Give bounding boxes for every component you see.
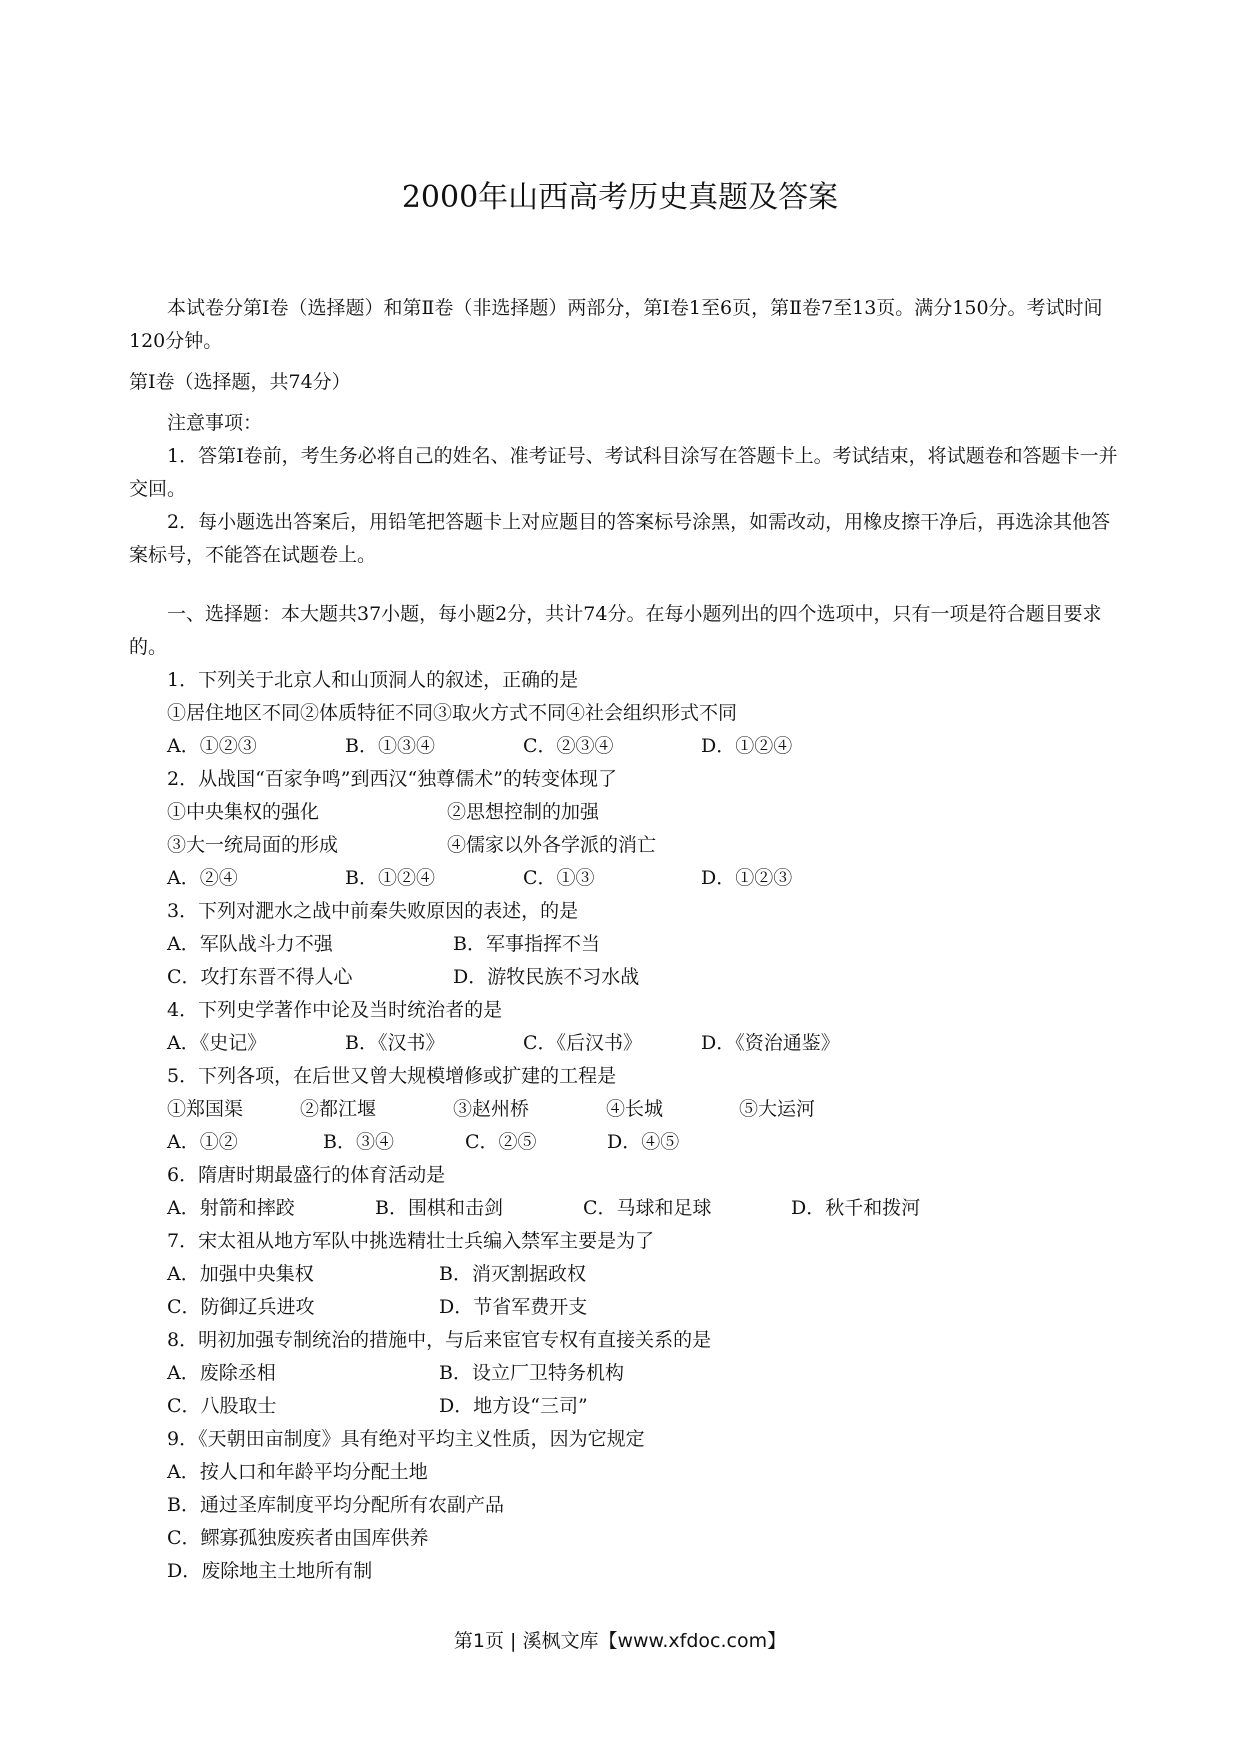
exam-content <box>129 292 1119 1588</box>
option-row <box>129 961 1119 994</box>
item: ①郑国渠 <box>167 1098 244 1120</box>
question-stem: 5．下列各项，在后世又曾大规模增修或扩建的工程是 <box>167 1065 617 1087</box>
option-c: C．②⑤ <box>465 1131 537 1153</box>
option-c: C．攻打东晋不得人心 <box>167 966 353 988</box>
option-b: B．①③④ <box>345 735 435 757</box>
option-b: B．消灭割据政权 <box>439 1263 586 1285</box>
page-footer: 第1页 | 溪枫文库【www.xfdoc.com】 <box>453 1630 787 1652</box>
option-row <box>129 1258 1119 1291</box>
option-c: C．①③ <box>523 867 595 889</box>
part-heading: 第Ⅰ卷（选择题，共74分） <box>129 371 351 393</box>
item-row <box>129 1093 1119 1126</box>
option-a: A．加强中央集权 <box>167 1263 314 1285</box>
option-row <box>129 1291 1119 1324</box>
option-c: C．鳏寡孤独废疾者由国库供养 <box>167 1527 429 1549</box>
item: ②都江堰 <box>300 1098 377 1120</box>
option-a: A．②④ <box>167 867 238 889</box>
item-row <box>129 796 1119 829</box>
option-d: D．节省军费开支 <box>439 1296 588 1318</box>
option-d: D．游牧民族不习水战 <box>453 966 640 988</box>
item: ⑤大运河 <box>739 1098 816 1120</box>
note-item: 2．每小题选出答案后，用铅笔把答题卡上对应题目的答案标号涂黑，如需改动，用橡皮擦干净后，再选涂其他答案标号，不能答在试题卷上。 <box>129 511 1111 566</box>
option-c: C．马球和足球 <box>583 1197 712 1219</box>
option-b: B．设立厂卫特务机构 <box>439 1362 624 1384</box>
option-a: A．射箭和摔跤 <box>167 1197 295 1219</box>
intro-paragraph: 本试卷分第Ⅰ卷（选择题）和第Ⅱ卷（非选择题）两部分，第Ⅰ卷1至6页，第Ⅱ卷7至13页。满分150分。考试时间120分钟。 <box>129 297 1103 352</box>
option-row <box>129 1126 1119 1159</box>
option-d: D．①②③ <box>701 867 793 889</box>
question-items: ①居住地区不同②体质特征不同③取火方式不同④社会组织形式不同 <box>167 702 738 724</box>
item: ③赵州桥 <box>453 1098 530 1120</box>
option-b: B．通过圣库制度平均分配所有农副产品 <box>167 1494 504 1516</box>
question-stem: 3．下列对淝水之战中前秦失败原因的表述，的是 <box>167 900 579 922</box>
option-a: A．按人口和年龄平均分配土地 <box>167 1461 428 1483</box>
question-stem: 4．下列史学著作中论及当时统治者的是 <box>167 999 503 1021</box>
option-b: B．围棋和击剑 <box>375 1197 503 1219</box>
option-c: C．《后汉书》 <box>523 1032 643 1054</box>
question-stem: 8．明初加强专制统治的措施中，与后来宦官专权有直接关系的是 <box>167 1329 712 1351</box>
option-row <box>129 1192 1119 1225</box>
item: ①中央集权的强化 <box>167 801 320 823</box>
option-d: D．《资治通鉴》 <box>701 1032 840 1054</box>
option-b: B．①②④ <box>345 867 435 889</box>
question-stem: 7．宋太祖从地方军队中挑选精壮士兵编入禁军主要是为了 <box>167 1230 655 1252</box>
option-a: A．废除丞相 <box>167 1362 276 1384</box>
option-d: D．④⑤ <box>607 1131 680 1153</box>
option-b: B．《汉书》 <box>345 1032 445 1054</box>
item: ④儒家以外各学派的消亡 <box>447 834 657 856</box>
option-row <box>129 1027 1119 1060</box>
option-c: C．②③④ <box>523 735 614 757</box>
item: ②思想控制的加强 <box>447 801 600 823</box>
option-d: D．秋千和拨河 <box>791 1197 921 1219</box>
question-stem: 2．从战国“百家争鸣”到西汉“独尊儒术”的转变体现了 <box>167 768 617 790</box>
item: ③大一统局面的形成 <box>167 834 339 856</box>
option-d: D．地方设“三司” <box>439 1395 588 1417</box>
option-row <box>129 862 1119 895</box>
question-stem: 9．《天朝田亩制度》具有绝对平均主义性质，因为它规定 <box>167 1428 645 1450</box>
item-row <box>129 829 1119 862</box>
option-a: A．《史记》 <box>167 1032 267 1054</box>
question-stem: 6．隋唐时期最盛行的体育活动是 <box>167 1164 446 1186</box>
section-heading: 一、选择题：本大题共37小题，每小题2分，共计74分。在每小题列出的四个选项中，只有一项是符合题目要求的。 <box>129 603 1102 658</box>
option-row <box>129 730 1119 763</box>
question-stem: 1．下列关于北京人和山顶洞人的叙述，正确的是 <box>167 669 579 691</box>
option-d: D．废除地主土地所有制 <box>167 1560 373 1582</box>
option-b: B．③④ <box>323 1131 394 1153</box>
option-c: C．防御辽兵进攻 <box>167 1296 315 1318</box>
option-a: A．①②③ <box>167 735 257 757</box>
option-row <box>129 1390 1119 1423</box>
option-d: D．①②④ <box>701 735 793 757</box>
option-b: B．军事指挥不当 <box>453 933 600 955</box>
option-c: C．八股取士 <box>167 1395 277 1417</box>
option-row <box>129 1357 1119 1390</box>
option-a: A．军队战斗力不强 <box>167 933 333 955</box>
option-row <box>129 928 1119 961</box>
item: ④长城 <box>606 1098 664 1120</box>
option-a: A．①② <box>167 1131 238 1153</box>
note-item: 1．答第Ⅰ卷前，考生务必将自己的姓名、准考证号、考试科目涂写在答题卡上。考试结束，将试题卷和答题卡一并交回。 <box>129 445 1118 500</box>
page-title: 2000年山西高考历史真题及答案 <box>401 180 839 215</box>
notes-heading: 注意事项： <box>167 412 263 434</box>
